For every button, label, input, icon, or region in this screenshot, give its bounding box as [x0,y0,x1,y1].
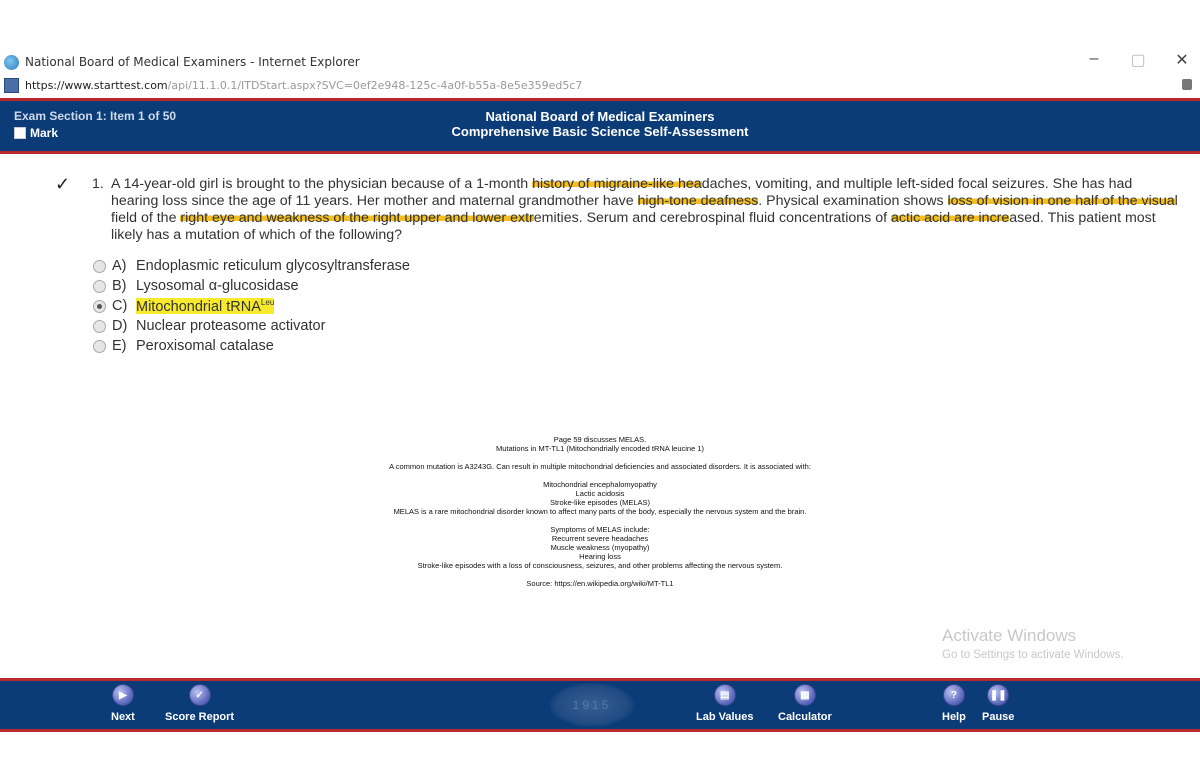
window-title: National Board of Medical Examiners - Internet Explorer [25,55,360,69]
window-title-row [4,52,360,72]
pause-icon: ❚❚ [987,684,1009,706]
help-button[interactable] [942,684,966,723]
question-segment: A 14-year-old girl is brought to the physician because of a 1-month [111,176,533,192]
question-segment: . Physical examination shows [758,193,948,209]
next-label: Next [111,711,135,723]
watermark-title: Activate Windows [942,626,1077,645]
note-line: Muscle weakness (myopathy) [550,543,650,552]
option-text-highlighted [136,298,274,315]
note-source: Source: https://en.wikipedia.org/wiki/MT-TL1 [526,579,674,588]
browser-titlebar [0,0,1200,92]
lab-values-label: Lab Values [696,711,754,723]
note-line: Lactic acidosis [575,489,625,498]
answer-option-d[interactable] [93,316,410,336]
option-letter: E) [112,338,127,354]
address-bar[interactable] [4,76,582,94]
radio-button[interactable] [93,320,106,333]
question-text [111,176,1181,244]
org-name: National Board of Medical Examiners [485,109,715,124]
certificate-icon [4,78,19,93]
minimize-button[interactable]: – [1089,50,1099,67]
highlighted-segment: loss of vision in one half of the visua [947,193,1175,209]
option-text: Lysosomal α-glucosidase [136,278,299,294]
help-label: Help [942,711,966,723]
option-text: Endoplasmic reticulum glycosyltransferase [136,258,410,274]
note-line: Hearing loss [579,552,621,561]
note-line: Mitochondrial encephalomyopathy [543,480,657,489]
checkmark-circle-icon: ✓ [189,684,211,706]
option-text: Peroxisomal catalase [136,338,274,354]
url-path: /api/11.1.0.1/ITDStart.aspx?SVC=0ef2e948-125c-4a0f-b55a-8e5e359ed5c7 [167,78,583,92]
pause-button[interactable] [982,684,1014,723]
score-report-label: Score Report [165,711,235,723]
option-letter: B) [112,278,127,294]
question-segment: l field of the [111,193,1178,226]
note-line: Stroke-like episodes (MELAS) [549,498,651,507]
score-report-button[interactable] [165,684,234,723]
window-controls [1086,50,1190,70]
answer-option-b[interactable] [93,276,410,296]
highlighted-segment: right eye and weakness of the right upper and lower extr [180,210,534,226]
next-button[interactable] [111,684,135,723]
note-line: Recurrent severe headaches [551,534,649,543]
next-arrow-icon: ▶ [112,684,134,706]
calculator-label: Calculator [778,711,832,723]
exam-section-label: Exam Section 1: Item 1 of 50 [14,109,177,123]
watermark-subtitle: Go to Settings to activate Windows. [942,649,1124,661]
nbme-seal-icon: 1915 [550,683,634,727]
radio-button[interactable] [93,280,106,293]
question-segment: ased. This patient most likely has a mutation of which of the following? [111,210,1156,243]
answer-option-c[interactable] [93,296,410,316]
pause-label: Pause [982,711,1015,723]
highlighted-segment: high-tone deafness [637,193,759,209]
help-icon: ? [943,684,965,706]
checkmark-icon: ✓ [55,174,71,194]
maximize-button[interactable]: ▢ [1130,52,1146,69]
lock-icon [1182,79,1192,90]
note-line: MELAS is a rare mitochondrial disorder known to affect many parts of the body, especially the nervous system and the brain. [393,507,807,516]
calculator-icon: ▦ [794,684,816,706]
option-letter: C) [112,298,128,314]
note-line: Mutations in MT-TL1 (Mitochondrially encoded tRNA leucine 1) [495,444,704,453]
highlighted-segment: history of migraine-like hea [532,176,702,192]
question-segment: emities. Serum and cerebrospinal fluid concentrations of [533,210,891,226]
lab-values-icon: ▤ [714,684,736,706]
option-superscript: Leu [260,297,275,307]
option-letter: A) [112,258,127,274]
note-line: Symptoms of MELAS include: [550,525,650,534]
exam-name: Comprehensive Basic Science Self-Assessment [451,124,749,139]
highlighted-segment: actic acid are incre [891,210,1010,226]
question-number: 1. [92,176,104,192]
footer-toolbar [0,678,1200,732]
close-button[interactable]: ✕ [1175,52,1189,69]
question-segment: daches, vomiting, and multiple left-sided focal seizures. She has had hearing loss since the age of 11 years. Her mother and maternal grandmother have [111,176,1133,209]
mark-label: Mark [30,126,59,140]
internet-explorer-icon [4,55,19,70]
annotation-notes [0,435,1200,588]
lab-values-button[interactable] [696,684,753,723]
note-line: A common mutation is A3243G. Can result in multiple mitochondrial deficiencies and associated disorders. It is associated with: [389,462,811,471]
option-text: Mitochondrial tRNA [136,298,261,315]
exam-header [0,98,1200,154]
option-text: Nuclear proteasome activator [136,318,326,334]
option-letter: D) [112,318,128,334]
exam-title [0,109,1200,139]
radio-button[interactable] [93,340,106,353]
radio-button[interactable] [93,260,106,273]
url-host: https://www.starttest.com [25,78,168,92]
answer-option-e[interactable] [93,336,410,356]
note-line: Stroke-like episodes with a loss of consciousness, seizures, and other problems affecting the nervous system. [417,561,783,570]
answer-options [93,256,410,356]
radio-button-selected[interactable] [93,300,106,313]
activate-windows-watermark [942,626,1124,661]
note-line: Page 59 discusses MELAS. [553,435,647,444]
answer-option-a[interactable] [93,256,410,276]
calculator-button[interactable] [778,684,832,723]
